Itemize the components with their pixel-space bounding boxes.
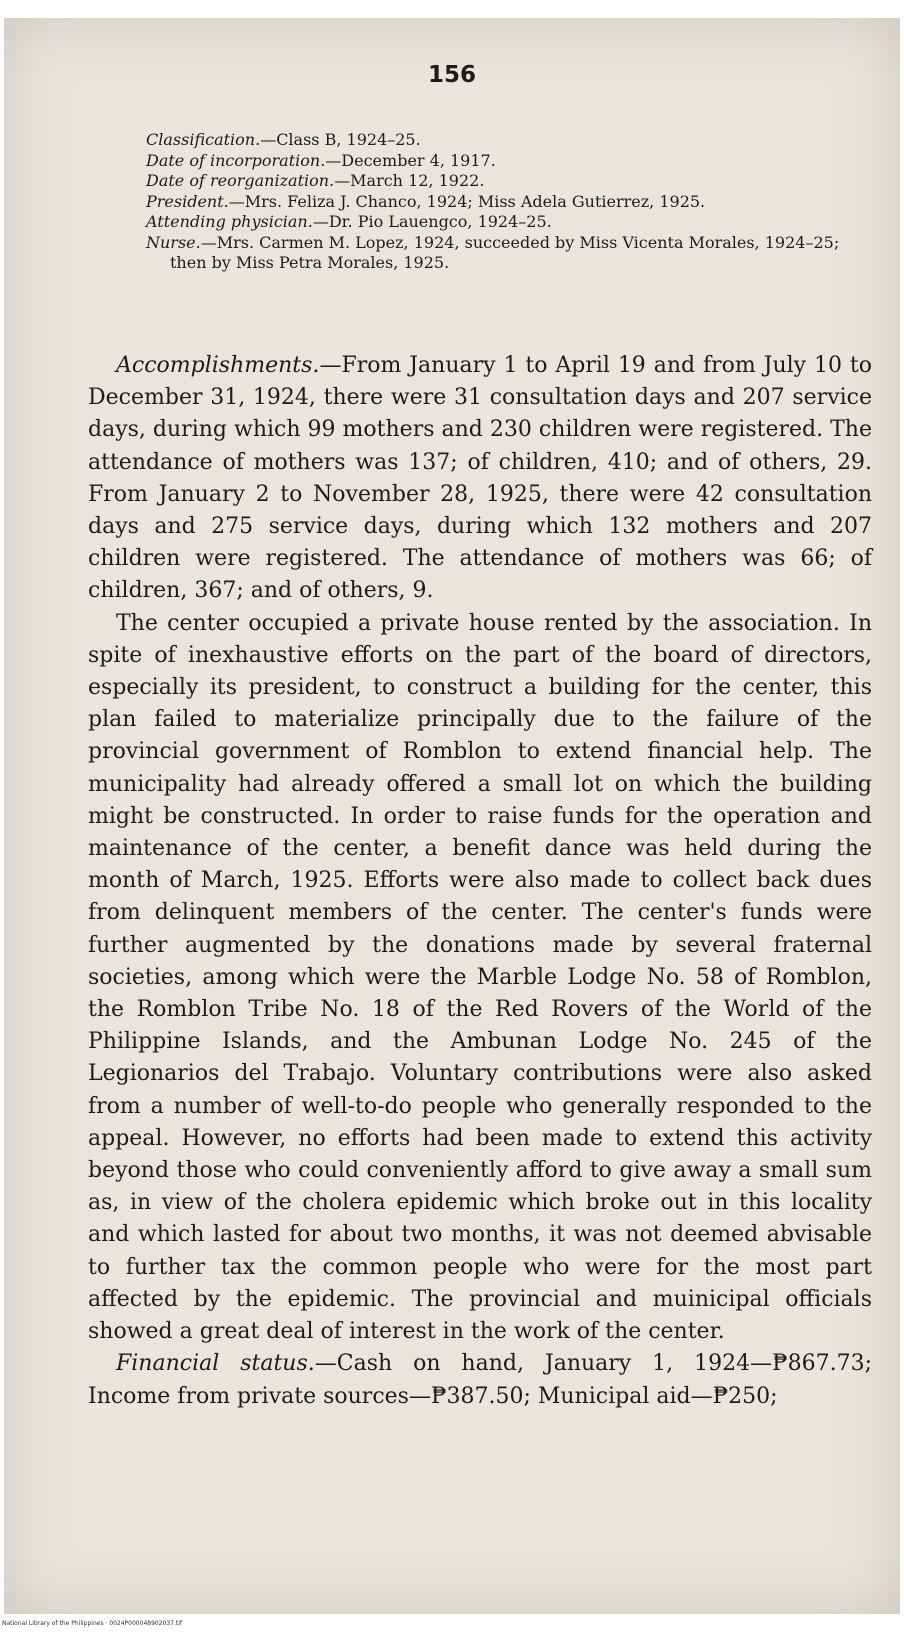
- physician-line: [146, 212, 866, 233]
- scan-footer: National Library of the Philippines · 0024P000048902037.tif: [2, 1620, 183, 1627]
- accomplishments-text: —From January 1 to April 19 and from July 10 to December 31, 1924, there were 31 consultation days and 207 service days, during which 99 mothers and 230 children were registered. The attendance of mothers was 137; of children, 410; and of others, 29. From January 2 to November 28, 1925, there were 42 consultation days and 275 service days, during which 132 mothers and 207 children were registered. The attendance of mothers was 66; of children, 367; and of others, 9.: [88, 353, 872, 604]
- incorporation-line: [146, 151, 866, 172]
- financial-label: Financial status.: [116, 1351, 315, 1377]
- incorporation-label: Date of incorporation.: [146, 150, 326, 170]
- classification-value: —Class B, 1924–25.: [260, 130, 421, 149]
- classification-label: Classification.: [146, 130, 261, 149]
- nurse-line: [146, 233, 866, 274]
- financial-text: —Cash on hand, January 1, 1924—₱867.73; Income from private sources—₱387.50; Municipal aid—₱250;: [88, 1351, 872, 1409]
- center-paragraph: The center occupied a private house rented by the association. In spite of inexhaustive efforts on the part of the board of directors, especially its president, to construct a building for the center, this plan failed to materialize principally due to the failure of the provincial government of Romblon to extend financial help. The municipality had already offered a small lot on which the building might be constructed. In order to raise funds for the operation and maintenance of the center, a benefit dance was held during the month of March, 1925. Efforts were also made to collect back dues from delinquent members of the center. The center's funds were further augmented by the donations made by several fraternal societies, among which were the Marble Lodge No. 58 of Romblon, the Romblon Tribe No. 18 of the Red Rovers of the World of the Philippine Islands, and the Ambunan Lodge No. 245 of the Legionarios del Trabajo. Voluntary contributions were also asked from a number of well-to-do people who generally responded to the appeal. However, no efforts had been made to extend this activity beyond those who could conveniently afford to give away a small sum as, in view of the cholera epidemic which broke out in this locality and which lasted for about two months, it was not deemed abvisable to further tax the common people who were for the most part affected by the epidemic. The provincial and muinicipal officials showed a great deal of interest in the work of the center.: [88, 610, 872, 1345]
- financial-paragraph: [88, 1348, 872, 1412]
- president-value: —Mrs. Feliza J. Chanco, 1924; Miss Adela Gutierrez, 1925.: [228, 191, 706, 211]
- physician-value: —Dr. Pio Lauengco, 1924–25.: [312, 212, 552, 231]
- reorganization-line: [146, 171, 866, 192]
- classification-line: [146, 130, 866, 151]
- body-text: [88, 350, 872, 1413]
- nurse-label: Nurse.: [146, 232, 201, 252]
- incorporation-value: —December 4, 1917.: [325, 150, 496, 170]
- accomplishments-paragraph: [88, 350, 872, 608]
- reorganization-label: Date of reorganization.: [146, 171, 335, 190]
- accomplishments-label: Accomplishments.: [116, 353, 320, 378]
- nurse-value: —Mrs. Carmen M. Lopez, 1924, succeeded by Miss Vicenta Morales, 1924–25; then by Miss Petra Morales, 1925.: [170, 232, 840, 272]
- page-number: 156: [427, 62, 476, 88]
- physician-label: Attending physician.: [146, 212, 313, 231]
- president-label: President.: [146, 191, 229, 211]
- president-line: [146, 192, 866, 213]
- reorganization-value: —March 12, 1922.: [334, 171, 485, 190]
- center-details: [146, 130, 866, 274]
